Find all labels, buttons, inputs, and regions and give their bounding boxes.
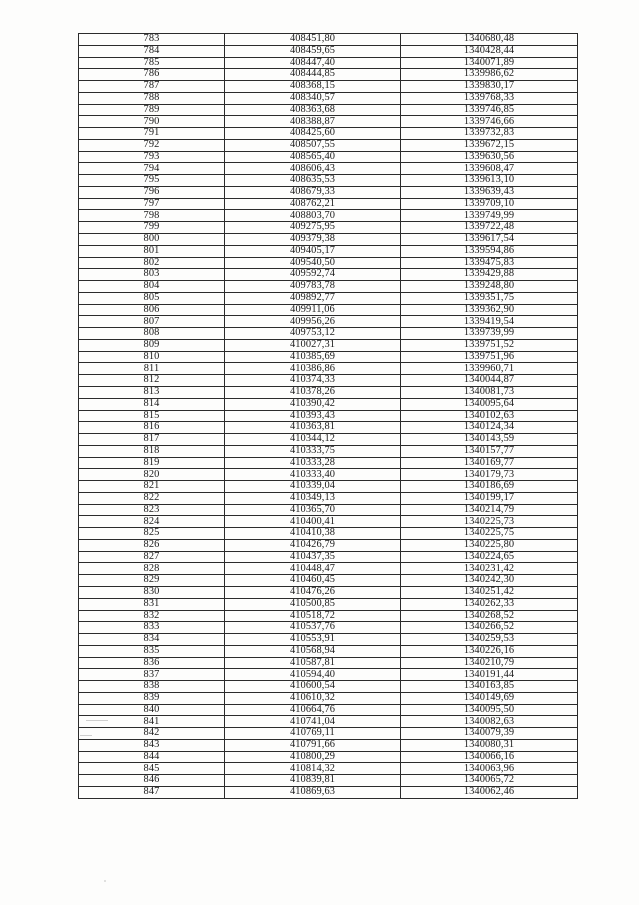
table-row bbox=[79, 328, 578, 340]
x-coordinate-cell: 409540,50 bbox=[225, 257, 401, 269]
point-number-cell: 805 bbox=[79, 292, 225, 304]
y-coordinate-cell: 1340231,42 bbox=[401, 563, 578, 575]
y-coordinate-cell: 1339746,85 bbox=[401, 104, 578, 116]
y-coordinate-cell: 1339362,90 bbox=[401, 304, 578, 316]
x-coordinate-cell: 410385,69 bbox=[225, 351, 401, 363]
x-coordinate-cell: 408363,68 bbox=[225, 104, 401, 116]
point-number-cell: 843 bbox=[79, 739, 225, 751]
point-number-cell: 794 bbox=[79, 163, 225, 175]
point-number-cell: 793 bbox=[79, 151, 225, 163]
table-row bbox=[79, 692, 578, 704]
x-coordinate-cell: 410537,76 bbox=[225, 622, 401, 634]
table-row bbox=[79, 586, 578, 598]
table-row bbox=[79, 563, 578, 575]
table-row bbox=[79, 186, 578, 198]
coordinates-table bbox=[78, 33, 578, 799]
table-row bbox=[79, 657, 578, 669]
table-row bbox=[79, 316, 578, 328]
y-coordinate-cell: 1339419,54 bbox=[401, 316, 578, 328]
table-row bbox=[79, 222, 578, 234]
x-coordinate-cell: 408451,80 bbox=[225, 34, 401, 46]
y-coordinate-cell: 1340210,79 bbox=[401, 657, 578, 669]
y-coordinate-cell: 1340071,89 bbox=[401, 57, 578, 69]
point-number-cell: 827 bbox=[79, 551, 225, 563]
y-coordinate-cell: 1340225,73 bbox=[401, 516, 578, 528]
point-number-cell: 846 bbox=[79, 775, 225, 787]
table-row bbox=[79, 763, 578, 775]
x-coordinate-cell: 408447,40 bbox=[225, 57, 401, 69]
y-coordinate-cell: 1339751,52 bbox=[401, 339, 578, 351]
x-coordinate-cell: 408340,57 bbox=[225, 92, 401, 104]
y-coordinate-cell: 1340080,31 bbox=[401, 739, 578, 751]
point-number-cell: 806 bbox=[79, 304, 225, 316]
table-row bbox=[79, 257, 578, 269]
y-coordinate-cell: 1340251,42 bbox=[401, 586, 578, 598]
x-coordinate-cell: 410365,70 bbox=[225, 504, 401, 516]
point-number-cell: 838 bbox=[79, 681, 225, 693]
table-row bbox=[79, 139, 578, 151]
table-row bbox=[79, 363, 578, 375]
y-coordinate-cell: 1340225,75 bbox=[401, 528, 578, 540]
point-number-cell: 796 bbox=[79, 186, 225, 198]
x-coordinate-cell: 408368,15 bbox=[225, 81, 401, 93]
x-coordinate-cell: 410363,81 bbox=[225, 422, 401, 434]
point-number-cell: 834 bbox=[79, 634, 225, 646]
point-number-cell: 824 bbox=[79, 516, 225, 528]
table-row bbox=[79, 575, 578, 587]
point-number-cell: 813 bbox=[79, 386, 225, 398]
table-row bbox=[79, 422, 578, 434]
y-coordinate-cell: 1339960,71 bbox=[401, 363, 578, 375]
table-row bbox=[79, 669, 578, 681]
table-row bbox=[79, 739, 578, 751]
point-number-cell: 828 bbox=[79, 563, 225, 575]
x-coordinate-cell: 410476,26 bbox=[225, 586, 401, 598]
point-number-cell: 804 bbox=[79, 281, 225, 293]
point-number-cell: 835 bbox=[79, 645, 225, 657]
x-coordinate-cell: 409275,95 bbox=[225, 222, 401, 234]
point-number-cell: 798 bbox=[79, 210, 225, 222]
point-number-cell: 791 bbox=[79, 128, 225, 140]
x-coordinate-cell: 410600,54 bbox=[225, 681, 401, 693]
y-coordinate-cell: 1340082,63 bbox=[401, 716, 578, 728]
y-coordinate-cell: 1340143,59 bbox=[401, 434, 578, 446]
point-number-cell: 789 bbox=[79, 104, 225, 116]
x-coordinate-cell: 409911,06 bbox=[225, 304, 401, 316]
table-row bbox=[79, 45, 578, 57]
y-coordinate-cell: 1339709,10 bbox=[401, 198, 578, 210]
x-coordinate-cell: 410587,81 bbox=[225, 657, 401, 669]
y-coordinate-cell: 1339732,83 bbox=[401, 128, 578, 140]
x-coordinate-cell: 410460,45 bbox=[225, 575, 401, 587]
y-coordinate-cell: 1339672,15 bbox=[401, 139, 578, 151]
table-row bbox=[79, 457, 578, 469]
y-coordinate-cell: 1339722,48 bbox=[401, 222, 578, 234]
point-number-cell: 784 bbox=[79, 45, 225, 57]
y-coordinate-cell: 1340268,52 bbox=[401, 610, 578, 622]
x-coordinate-cell: 408679,33 bbox=[225, 186, 401, 198]
x-coordinate-cell: 410800,29 bbox=[225, 751, 401, 763]
point-number-cell: 825 bbox=[79, 528, 225, 540]
x-coordinate-cell: 408459,65 bbox=[225, 45, 401, 57]
table-row bbox=[79, 92, 578, 104]
y-coordinate-cell: 1340225,80 bbox=[401, 539, 578, 551]
point-number-cell: 817 bbox=[79, 434, 225, 446]
point-number-cell: 814 bbox=[79, 398, 225, 410]
y-coordinate-cell: 1339751,96 bbox=[401, 351, 578, 363]
table-row bbox=[79, 434, 578, 446]
point-number-cell: 792 bbox=[79, 139, 225, 151]
y-coordinate-cell: 1339746,66 bbox=[401, 116, 578, 128]
x-coordinate-cell: 408507,55 bbox=[225, 139, 401, 151]
table-row bbox=[79, 539, 578, 551]
point-number-cell: 797 bbox=[79, 198, 225, 210]
table-row bbox=[79, 104, 578, 116]
x-coordinate-cell: 410518,72 bbox=[225, 610, 401, 622]
table-row bbox=[79, 445, 578, 457]
table-row bbox=[79, 57, 578, 69]
x-coordinate-cell: 410448,47 bbox=[225, 563, 401, 575]
table-row bbox=[79, 116, 578, 128]
point-number-cell: 785 bbox=[79, 57, 225, 69]
point-number-cell: 800 bbox=[79, 234, 225, 246]
point-number-cell: 826 bbox=[79, 539, 225, 551]
point-number-cell: 840 bbox=[79, 704, 225, 716]
table-row bbox=[79, 551, 578, 563]
table-row bbox=[79, 528, 578, 540]
x-coordinate-cell: 410333,28 bbox=[225, 457, 401, 469]
x-coordinate-cell: 410610,32 bbox=[225, 692, 401, 704]
x-coordinate-cell: 410410,38 bbox=[225, 528, 401, 540]
y-coordinate-cell: 1339630,56 bbox=[401, 151, 578, 163]
y-coordinate-cell: 1339613,10 bbox=[401, 175, 578, 187]
y-coordinate-cell: 1340081,73 bbox=[401, 386, 578, 398]
point-number-cell: 812 bbox=[79, 375, 225, 387]
y-coordinate-cell: 1340063,96 bbox=[401, 763, 578, 775]
point-number-cell: 803 bbox=[79, 269, 225, 281]
x-coordinate-cell: 408762,21 bbox=[225, 198, 401, 210]
point-number-cell: 802 bbox=[79, 257, 225, 269]
point-number-cell: 810 bbox=[79, 351, 225, 363]
y-coordinate-cell: 1339639,43 bbox=[401, 186, 578, 198]
x-coordinate-cell: 410791,66 bbox=[225, 739, 401, 751]
x-coordinate-cell: 408635,53 bbox=[225, 175, 401, 187]
x-coordinate-cell: 408388,87 bbox=[225, 116, 401, 128]
x-coordinate-cell: 410769,11 bbox=[225, 728, 401, 740]
x-coordinate-cell: 409753,12 bbox=[225, 328, 401, 340]
y-coordinate-cell: 1340179,73 bbox=[401, 469, 578, 481]
table-row bbox=[79, 175, 578, 187]
y-coordinate-cell: 1340095,64 bbox=[401, 398, 578, 410]
x-coordinate-cell: 410594,40 bbox=[225, 669, 401, 681]
scan-artifact bbox=[104, 880, 106, 882]
y-coordinate-cell: 1340266,52 bbox=[401, 622, 578, 634]
point-number-cell: 821 bbox=[79, 481, 225, 493]
point-number-cell: 809 bbox=[79, 339, 225, 351]
y-coordinate-cell: 1339351,75 bbox=[401, 292, 578, 304]
y-coordinate-cell: 1340065,72 bbox=[401, 775, 578, 787]
table-row bbox=[79, 386, 578, 398]
y-coordinate-cell: 1340157,77 bbox=[401, 445, 578, 457]
table-row bbox=[79, 198, 578, 210]
point-number-cell: 788 bbox=[79, 92, 225, 104]
y-coordinate-cell: 1340242,30 bbox=[401, 575, 578, 587]
x-coordinate-cell: 408425,60 bbox=[225, 128, 401, 140]
point-number-cell: 808 bbox=[79, 328, 225, 340]
point-number-cell: 839 bbox=[79, 692, 225, 704]
x-coordinate-cell: 408803,70 bbox=[225, 210, 401, 222]
y-coordinate-cell: 1339749,99 bbox=[401, 210, 578, 222]
y-coordinate-cell: 1339768,33 bbox=[401, 92, 578, 104]
table-row bbox=[79, 504, 578, 516]
table-row bbox=[79, 728, 578, 740]
table-row bbox=[79, 751, 578, 763]
table-row bbox=[79, 210, 578, 222]
x-coordinate-cell: 410568,94 bbox=[225, 645, 401, 657]
point-number-cell: 831 bbox=[79, 598, 225, 610]
point-number-cell: 811 bbox=[79, 363, 225, 375]
table-row bbox=[79, 375, 578, 387]
table-row bbox=[79, 516, 578, 528]
x-coordinate-cell: 409956,26 bbox=[225, 316, 401, 328]
x-coordinate-cell: 410390,42 bbox=[225, 398, 401, 410]
point-number-cell: 820 bbox=[79, 469, 225, 481]
x-coordinate-cell: 410741,04 bbox=[225, 716, 401, 728]
x-coordinate-cell: 408444,85 bbox=[225, 69, 401, 81]
x-coordinate-cell: 410553,91 bbox=[225, 634, 401, 646]
y-coordinate-cell: 1340079,39 bbox=[401, 728, 578, 740]
x-coordinate-cell: 410400,41 bbox=[225, 516, 401, 528]
x-coordinate-cell: 410339,04 bbox=[225, 481, 401, 493]
y-coordinate-cell: 1340169,77 bbox=[401, 457, 578, 469]
point-number-cell: 832 bbox=[79, 610, 225, 622]
x-coordinate-cell: 409783,78 bbox=[225, 281, 401, 293]
y-coordinate-cell: 1340095,50 bbox=[401, 704, 578, 716]
x-coordinate-cell: 410333,40 bbox=[225, 469, 401, 481]
point-number-cell: 787 bbox=[79, 81, 225, 93]
x-coordinate-cell: 410426,79 bbox=[225, 539, 401, 551]
table-row bbox=[79, 269, 578, 281]
x-coordinate-cell: 410437,35 bbox=[225, 551, 401, 563]
y-coordinate-cell: 1340191,44 bbox=[401, 669, 578, 681]
table-row bbox=[79, 634, 578, 646]
y-coordinate-cell: 1339739,99 bbox=[401, 328, 578, 340]
point-number-cell: 842 bbox=[79, 728, 225, 740]
point-number-cell: 844 bbox=[79, 751, 225, 763]
table-row bbox=[79, 716, 578, 728]
table-row bbox=[79, 775, 578, 787]
point-number-cell: 845 bbox=[79, 763, 225, 775]
point-number-cell: 790 bbox=[79, 116, 225, 128]
table-row bbox=[79, 598, 578, 610]
table-row bbox=[79, 245, 578, 257]
point-number-cell: 823 bbox=[79, 504, 225, 516]
x-coordinate-cell: 410839,81 bbox=[225, 775, 401, 787]
y-coordinate-cell: 1340066,16 bbox=[401, 751, 578, 763]
point-number-cell: 847 bbox=[79, 787, 225, 799]
table-row bbox=[79, 469, 578, 481]
y-coordinate-cell: 1340259,53 bbox=[401, 634, 578, 646]
y-coordinate-cell: 1339608,47 bbox=[401, 163, 578, 175]
x-coordinate-cell: 410500,85 bbox=[225, 598, 401, 610]
point-number-cell: 822 bbox=[79, 492, 225, 504]
table-row bbox=[79, 281, 578, 293]
x-coordinate-cell: 409405,17 bbox=[225, 245, 401, 257]
y-coordinate-cell: 1340149,69 bbox=[401, 692, 578, 704]
x-coordinate-cell: 409379,38 bbox=[225, 234, 401, 246]
table-row bbox=[79, 622, 578, 634]
point-number-cell: 829 bbox=[79, 575, 225, 587]
point-number-cell: 816 bbox=[79, 422, 225, 434]
point-number-cell: 799 bbox=[79, 222, 225, 234]
y-coordinate-cell: 1339986,62 bbox=[401, 69, 578, 81]
table-row bbox=[79, 481, 578, 493]
point-number-cell: 807 bbox=[79, 316, 225, 328]
x-coordinate-cell: 410386,86 bbox=[225, 363, 401, 375]
y-coordinate-cell: 1340044,87 bbox=[401, 375, 578, 387]
point-number-cell: 783 bbox=[79, 34, 225, 46]
table-row bbox=[79, 610, 578, 622]
y-coordinate-cell: 1339248,80 bbox=[401, 281, 578, 293]
x-coordinate-cell: 410349,13 bbox=[225, 492, 401, 504]
table-row bbox=[79, 163, 578, 175]
x-coordinate-cell: 410393,43 bbox=[225, 410, 401, 422]
coordinates-table-body bbox=[79, 34, 578, 799]
x-coordinate-cell: 410814,32 bbox=[225, 763, 401, 775]
table-row bbox=[79, 787, 578, 799]
y-coordinate-cell: 1340102,63 bbox=[401, 410, 578, 422]
x-coordinate-cell: 408606,43 bbox=[225, 163, 401, 175]
y-coordinate-cell: 1340186,69 bbox=[401, 481, 578, 493]
table-row bbox=[79, 128, 578, 140]
table-row bbox=[79, 34, 578, 46]
x-coordinate-cell: 408565,40 bbox=[225, 151, 401, 163]
table-row bbox=[79, 351, 578, 363]
y-coordinate-cell: 1339830,17 bbox=[401, 81, 578, 93]
table-row bbox=[79, 704, 578, 716]
y-coordinate-cell: 1339594,86 bbox=[401, 245, 578, 257]
point-number-cell: 801 bbox=[79, 245, 225, 257]
point-number-cell: 818 bbox=[79, 445, 225, 457]
x-coordinate-cell: 409892,77 bbox=[225, 292, 401, 304]
table-row bbox=[79, 398, 578, 410]
y-coordinate-cell: 1340062,46 bbox=[401, 787, 578, 799]
point-number-cell: 815 bbox=[79, 410, 225, 422]
point-number-cell: 841 bbox=[79, 716, 225, 728]
x-coordinate-cell: 410333,75 bbox=[225, 445, 401, 457]
table-row bbox=[79, 681, 578, 693]
x-coordinate-cell: 410378,26 bbox=[225, 386, 401, 398]
x-coordinate-cell: 410027,31 bbox=[225, 339, 401, 351]
y-coordinate-cell: 1340199,17 bbox=[401, 492, 578, 504]
y-coordinate-cell: 1340680,48 bbox=[401, 34, 578, 46]
x-coordinate-cell: 410344,12 bbox=[225, 434, 401, 446]
y-coordinate-cell: 1340163,85 bbox=[401, 681, 578, 693]
point-number-cell: 795 bbox=[79, 175, 225, 187]
point-number-cell: 833 bbox=[79, 622, 225, 634]
table-row bbox=[79, 81, 578, 93]
table-row bbox=[79, 645, 578, 657]
y-coordinate-cell: 1340262,33 bbox=[401, 598, 578, 610]
point-number-cell: 786 bbox=[79, 69, 225, 81]
x-coordinate-cell: 410869,63 bbox=[225, 787, 401, 799]
y-coordinate-cell: 1340124,34 bbox=[401, 422, 578, 434]
y-coordinate-cell: 1340214,79 bbox=[401, 504, 578, 516]
table-row bbox=[79, 492, 578, 504]
y-coordinate-cell: 1339475,83 bbox=[401, 257, 578, 269]
x-coordinate-cell: 410374,33 bbox=[225, 375, 401, 387]
x-coordinate-cell: 410664,76 bbox=[225, 704, 401, 716]
table-row bbox=[79, 151, 578, 163]
y-coordinate-cell: 1340428,44 bbox=[401, 45, 578, 57]
table-row bbox=[79, 234, 578, 246]
table-row bbox=[79, 304, 578, 316]
table-row bbox=[79, 339, 578, 351]
y-coordinate-cell: 1339617,54 bbox=[401, 234, 578, 246]
y-coordinate-cell: 1340224,65 bbox=[401, 551, 578, 563]
point-number-cell: 837 bbox=[79, 669, 225, 681]
table-row bbox=[79, 410, 578, 422]
point-number-cell: 830 bbox=[79, 586, 225, 598]
table-row bbox=[79, 69, 578, 81]
x-coordinate-cell: 409592,74 bbox=[225, 269, 401, 281]
y-coordinate-cell: 1340226,16 bbox=[401, 645, 578, 657]
point-number-cell: 819 bbox=[79, 457, 225, 469]
y-coordinate-cell: 1339429,88 bbox=[401, 269, 578, 281]
table-row bbox=[79, 292, 578, 304]
point-number-cell: 836 bbox=[79, 657, 225, 669]
